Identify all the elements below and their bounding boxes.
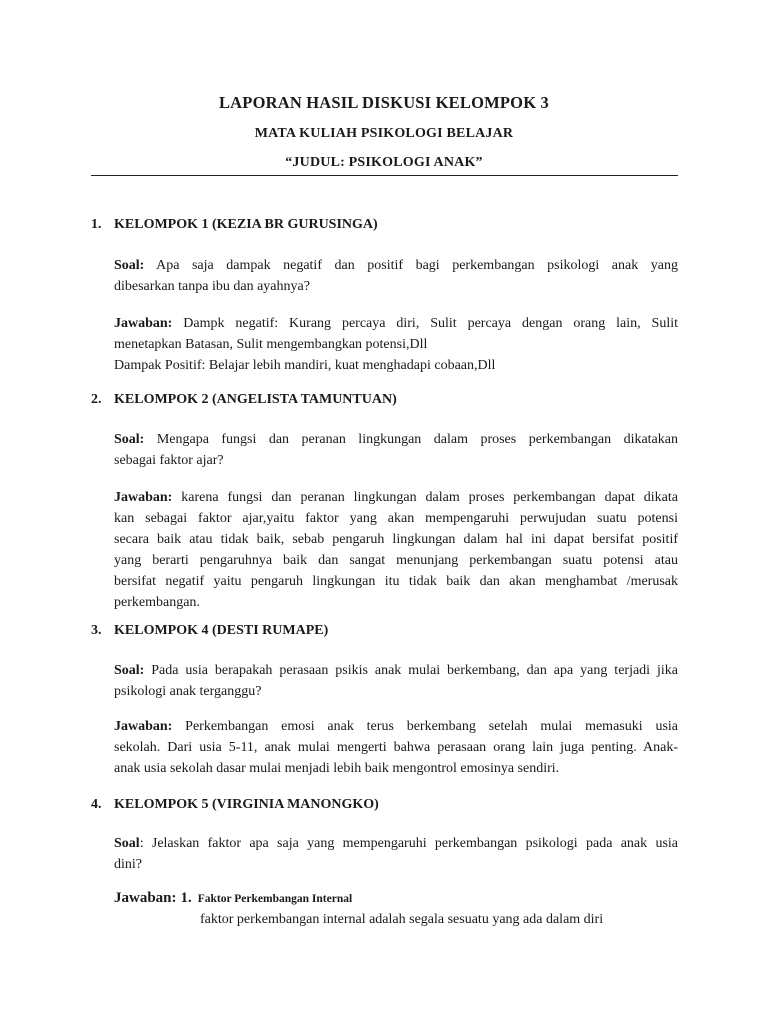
answer-text-line: karena fungsi dan peranan lingkungan dalam proses perkembangan dapat dikata bbox=[172, 490, 678, 505]
question-text-line: dibesarkan tanpa ibu dan ayahnya? bbox=[114, 279, 310, 294]
section-1-question bbox=[114, 255, 678, 297]
question-text-line: dini? bbox=[114, 857, 142, 872]
topic-title: “JUDUL: PSIKOLOGI ANAK” bbox=[285, 155, 483, 170]
soal-label: Soal: bbox=[114, 432, 145, 447]
section-2-heading bbox=[91, 391, 397, 409]
section-title: KELOMPOK 1 (KEZIA BR GURUSINGA) bbox=[114, 217, 378, 232]
section-number: 3. bbox=[91, 623, 102, 638]
section-number: 4. bbox=[91, 797, 102, 812]
section-2-answer bbox=[114, 487, 678, 613]
question-text-line: Pada usia berapakah perasaan psikis anak mulai berkembang, dan apa yang terjadi jika bbox=[144, 663, 678, 678]
jawaban-label: Jawaban: bbox=[114, 316, 173, 331]
soal-label: Soal bbox=[114, 836, 140, 851]
answer-list-number: 1. bbox=[180, 890, 192, 906]
jawaban-label: Jawaban: bbox=[114, 890, 177, 906]
answer-text-line: menetapkan Batasan, Sulit mengembangkan potensi,Dll bbox=[114, 337, 428, 352]
answer-text-line: sekolah. Dari usia 5-11, anak mulai mengerti bahwa perasaan orang lain juga penting. Anak- bbox=[114, 740, 678, 755]
answer-text-line: Dampk negatif: Kurang percaya diri, Sulit percaya dengan orang lain, Sulit bbox=[172, 316, 678, 331]
section-4-question bbox=[114, 833, 678, 875]
question-text-line: sebagai faktor ajar? bbox=[114, 453, 224, 468]
soal-label: Soal: bbox=[114, 258, 145, 273]
section-4-heading bbox=[91, 796, 379, 814]
answer-text-line: yang berarti pengaruhnya baik dan sangat menunjang perkembangan suatu potensi atau bbox=[114, 553, 678, 568]
document-title: LAPORAN HASIL DISKUSI KELOMPOK 3 bbox=[218, 93, 550, 112]
section-1-answer bbox=[114, 313, 678, 376]
answer-text-line: perkembangan. bbox=[114, 595, 200, 610]
question-text-line: : Jelaskan faktor apa saja yang mempengaruhi perkembangan psikologi pada anak usia bbox=[139, 836, 678, 851]
section-4-answer bbox=[114, 888, 352, 910]
section-title: KELOMPOK 4 (DESTI RUMAPE) bbox=[114, 623, 329, 638]
soal-label: Soal: bbox=[114, 663, 145, 678]
section-3-answer bbox=[114, 716, 678, 779]
answer-text-line: anak usia sekolah dasar mulai menjadi lebih baik mengontrol emosinya sendiri. bbox=[114, 761, 560, 776]
section-1-heading bbox=[91, 216, 378, 234]
jawaban-label: Jawaban: bbox=[114, 490, 173, 505]
section-2-question bbox=[114, 429, 678, 471]
section-title: KELOMPOK 2 (ANGELISTA TAMUNTUAN) bbox=[114, 392, 397, 407]
answer-text-line: Dampak Positif: Belajar lebih mandiri, kuat menghadapi cobaan,Dll bbox=[114, 358, 496, 373]
answer-subheading: Faktor Perkembangan Internal bbox=[197, 893, 353, 905]
answer-text-line: bersifat negatif yaitu pengaruh lingkungan itu tidak baik dan akan menghambat /merusak bbox=[114, 574, 678, 589]
jawaban-label: Jawaban: bbox=[114, 719, 173, 734]
section-3-heading bbox=[91, 622, 328, 640]
answer-text-line: faktor perkembangan internal adalah segala sesuatu yang ada dalam diri bbox=[200, 912, 604, 927]
section-title: KELOMPOK 5 (VIRGINIA MANONGKO) bbox=[114, 797, 379, 812]
question-text-line: Apa saja dampak negatif dan positif bagi perkembangan psikologi anak yang bbox=[144, 258, 678, 273]
answer-text-line: secara baik atau tidak baik, sebab pengaruh lingkungan dalam hal ini dapat bersifat positif bbox=[114, 532, 678, 547]
header-divider bbox=[91, 175, 678, 176]
section-number: 2. bbox=[91, 392, 102, 407]
section-number: 1. bbox=[91, 217, 102, 232]
answer-text-line: kan sebagai faktor ajar,yaitu faktor yang akan mempengaruhi perwujudan suatu potensi bbox=[114, 511, 678, 526]
question-text-line: Mengapa fungsi dan peranan lingkungan dalam proses perkembangan dikatakan bbox=[144, 432, 678, 447]
section-3-question bbox=[114, 660, 678, 702]
course-name: MATA KULIAH PSIKOLOGI BELAJAR bbox=[254, 126, 514, 141]
answer-text-line: Perkembangan emosi anak terus berkembang setelah mulai memasuki usia bbox=[172, 719, 678, 734]
question-text-line: psikologi anak terganggu? bbox=[114, 684, 262, 699]
